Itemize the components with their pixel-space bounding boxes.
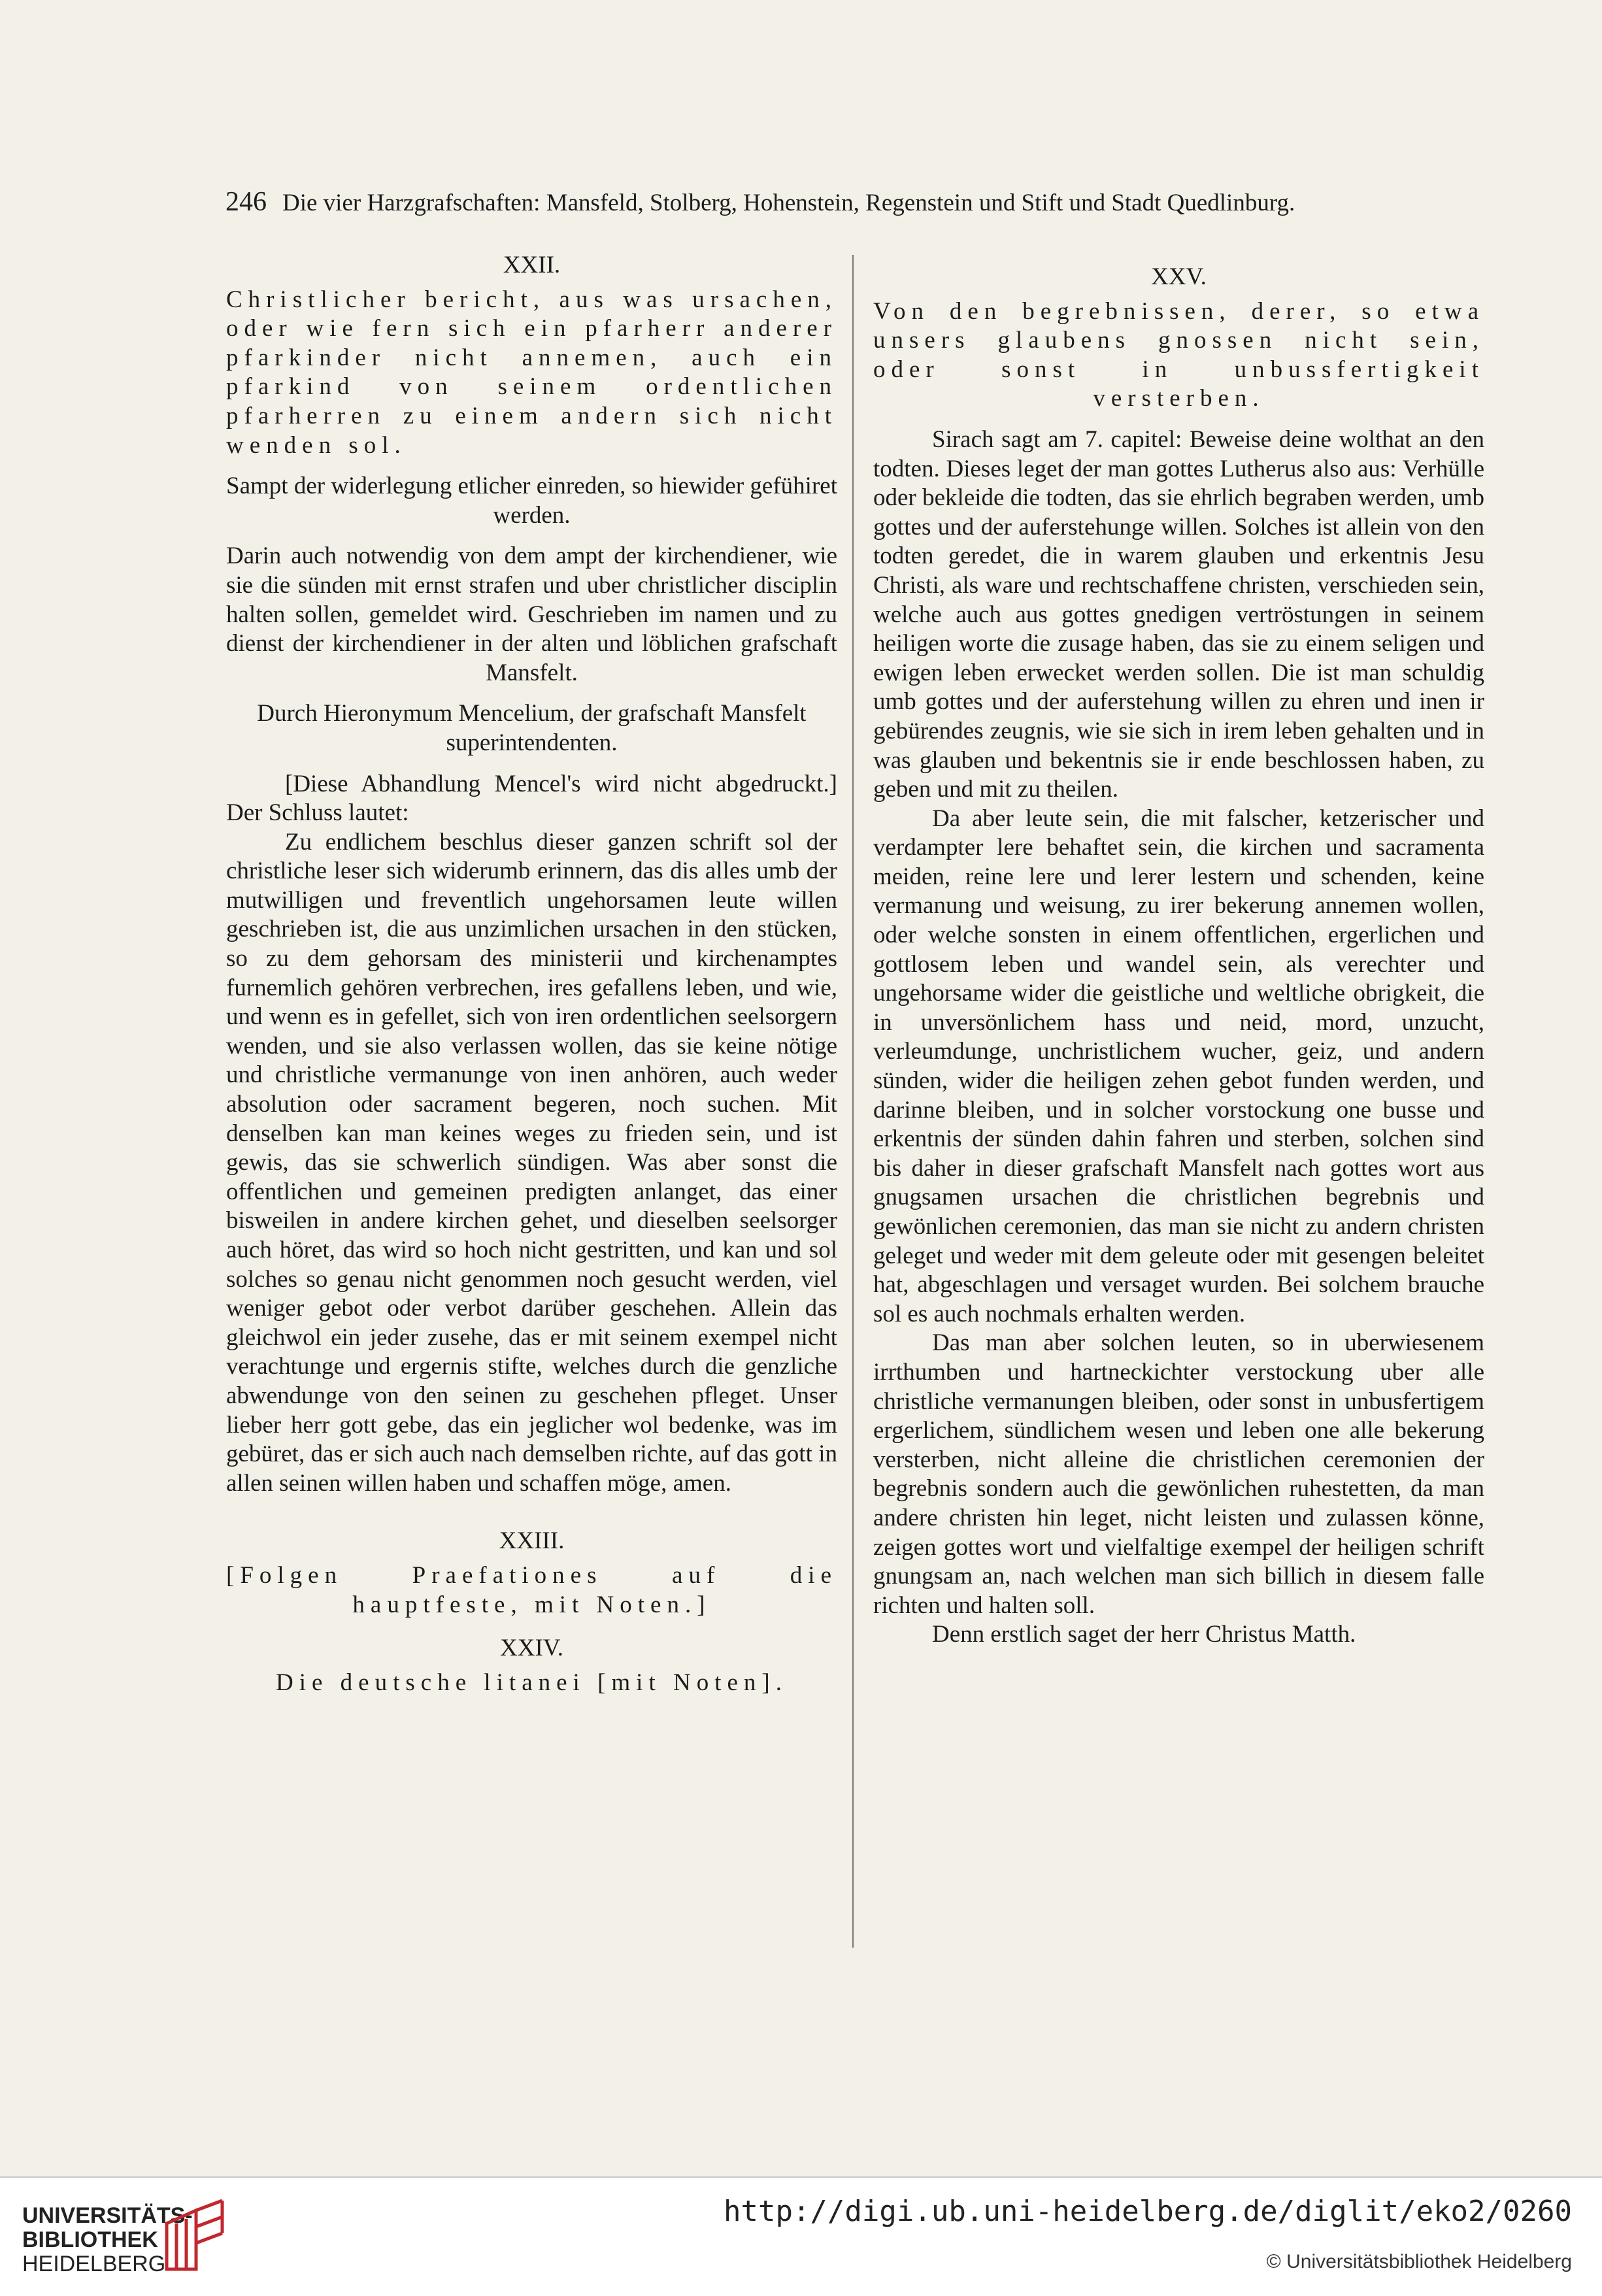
section-title-xxiii: [Folgen Praefationes auf die hauptfeste, mit Noten.] <box>226 1561 837 1618</box>
editorial-note-xxii: [Diese Abhandlung Mencel's wird nicht abgedruckt.] Der Schluss lautet: <box>226 770 837 827</box>
section-title-xxii: Christlicher bericht, aus was ursachen, oder wie fern sich ein pfarherr anderer pfarkinder nicht annemen, auch ein pfarkind von seinem ordentlichen pfarherren zu einem andern sich nicht wenden sol. <box>226 286 837 459</box>
section-number-xxiii: XXIII. <box>499 1527 565 1555</box>
section-title-xxv: Von den begrebnissen, derer, so etwa unsers glaubens gnossen nicht sein, oder sonst in unbussfertigkeit versterben. <box>873 297 1484 412</box>
column-divider <box>852 255 854 1948</box>
section-title-xxiv: Die deutsche litanei [mit Noten]. <box>276 1669 788 1696</box>
library-name-line3: HEIDELBERG <box>22 2252 166 2276</box>
running-title: Die vier Harzgrafschaften: Mansfeld, Stolberg, Hohenstein, Regenstein und Stift und Stadt Quedlinburg. <box>282 190 1295 216</box>
digital-url-link[interactable]: http://digi.ub.uni-heidelberg.de/diglit/eko2/0260 <box>723 2195 1572 2228</box>
footer <box>0 2178 1602 2296</box>
copyright-notice: © Universitätsbibliothek Heidelberg <box>1266 2251 1572 2272</box>
section-body-xxii: Zu endlichem beschlus dieser ganzen schrift sol der christliche leser sich widerumb erinnern, das dis alles umb der mutwilligen und freventlich ungehorsamen leute willen geschrieben ist, die aus unzimlichen ursachen in den stücken, so zu dem gehorsam des ministerii und kirchenamptes furnemlich gehören verbrechen, ires gefallens leben, und wie, und wenn es in gefellet, sich von iren ordentlichen seelsorgern wenden, und sie also verlassen wollen, das sie keine nötige und christliche vermanunge von inen anhören, auch weder absolution oder sacrament begeren, noch suchen. Mit denselben kan man keines weges zu frieden sein, und ist gewis, das sie schwerlich sündigen. Was aber sonst die offentlichen und gemeinen predigten anlanget, das einer bisweilen in andere kirchen gehet, und dieselben seelsorger auch höret, das wird so hoch nicht gestritten, und kan und sol solches so genau nicht genommen noch gesucht werden, viel weniger gebot oder verbot darüber geschehen. Allein das gleichwol ein jeder zusehe, das er mit seinem exempel nicht verachtunge und ergernis stifte, welches durch die genzliche abwendunge von den seinen zu geschehen pfleget. Unser lieber herr gott gebe, das ein jeglicher wol bedenke, was im gebüret, das er sich auch nach demselben richte, auf das gott in allen seinen willen haben und schaffen möge, amen. <box>226 828 837 1497</box>
section-author-xxii: Durch Hieronymum Mencelium, der grafschaft Mansfelt superintendenten. <box>257 700 807 756</box>
section-description-xxii: Darin auch notwendig von dem ampt der kirchendiener, wie sie die sünden mit ernst strafen und uber christlicher disciplin halten sollen, gemeldet wird. Geschrieben im namen und zu dienst der kirchendiener in der alten und löblichen grafschaft Mansfelt. <box>226 542 837 686</box>
library-name-line1: UNIVERSITÄTS- <box>22 2203 193 2228</box>
section-number-xxv: XXV. <box>1151 263 1207 290</box>
paragraph-1: Sirach sagt am 7. capitel: Beweise deine wolthat an den todten. Dieses leget der man gottes Lutherus also aus: Verhülle oder bekleide die todten, das sie ehrlich begraben werden, umb gottes und der auferstehunge willen. Solches ist allein von den todten geredet, die in warem glauben und erkentnis Jesu Christi, als ware und rechtschaffene christen, verschieden sein, welche auch aus gottes gnedigen vertröstungen in seinem heiligen worte die zusage haben, das sie zu einem seligen und ewigen leben erwecket werden sollen. Die ist man schuldig umb gottes und der auferstehung willen zu ehren und inen ir gebürendes zeugnis, wie sie sich in irem leben gehalten und in was glauben und bekentnis sie ir ende beschlossen haben, zu geben und mit zu theilen. <box>873 425 1484 803</box>
section-subtitle-xxii: Sampt der widerlegung etlicher einreden, so hiewider gefühiret werden. <box>226 473 837 529</box>
page-number: 246 <box>225 187 267 217</box>
right-column <box>873 260 1484 1650</box>
library-name-line2: BIBLIOTHEK <box>22 2227 158 2252</box>
library-logo-icon <box>160 2197 229 2272</box>
left-column <box>226 248 837 1697</box>
paragraph-2: Da aber leute sein, die mit falscher, ketzerischer und verdampter lere behaftet sein, die kirchen und sacramenta meiden, reine lere und lerer lestern und schenden, keine vermanung und weisung, zu irer bekerung annemen wollen, oder welche sonsten in einem offentlichen, ergerlichen und gottlosem leben und wandel sein, als verechter und ungehorsame wider die geistliche und weltliche obrigkeit, die in unversönlichem hass und neid, mord, unzucht, verleumdunge, unchristlichem wucher, geiz, und andern sünden, wider die heiligen zehen gebot funden werden, und darinne bleiben, und in solcher vorstockung one busse und erkentnis der sünden dahin fahren und sterben, solchen sind bis daher in dieser grafschaft Mansfelt nach gottes wort aus gnugsamen ursachen die christlichen begrebnis und gewönlichen ceremonien, das man sie nicht zu andern christen geleget und weder mit dem geleute oder mit gesengen beleitet hat, abgeschlagen und versaget wurden. Bei solchem brauche sol es auch nochmals erhalten werden. <box>873 805 1484 1327</box>
paragraph-4: Denn erstlich saget der herr Christus Matth. <box>932 1621 1356 1648</box>
section-number-xxiv: XXIV. <box>500 1635 563 1662</box>
section-number-xxii: XXII. <box>503 252 561 278</box>
running-head <box>225 186 1467 218</box>
paragraph-3: Das man aber solchen leuten, so in uberwiesenem irrthumben und hartneckichter verstockung uber alle christliche vermanungen bleiben, oder sonst in unbusfertigem ergerlichem, sündlichem wesen und leben one alle bekerung versterben, nicht alleine die christlichen ceremonien der begrebnis sondern auch die gewönlichen ruhestetten, da man andere christen hin leget, nicht leisten und zulassen könne, zeigen gottes wort und vielfaltige exempel der heiligen schrift gnungsam an, nach welchen man sich billich in diesem falle richten und halten soll. <box>873 1329 1484 1619</box>
